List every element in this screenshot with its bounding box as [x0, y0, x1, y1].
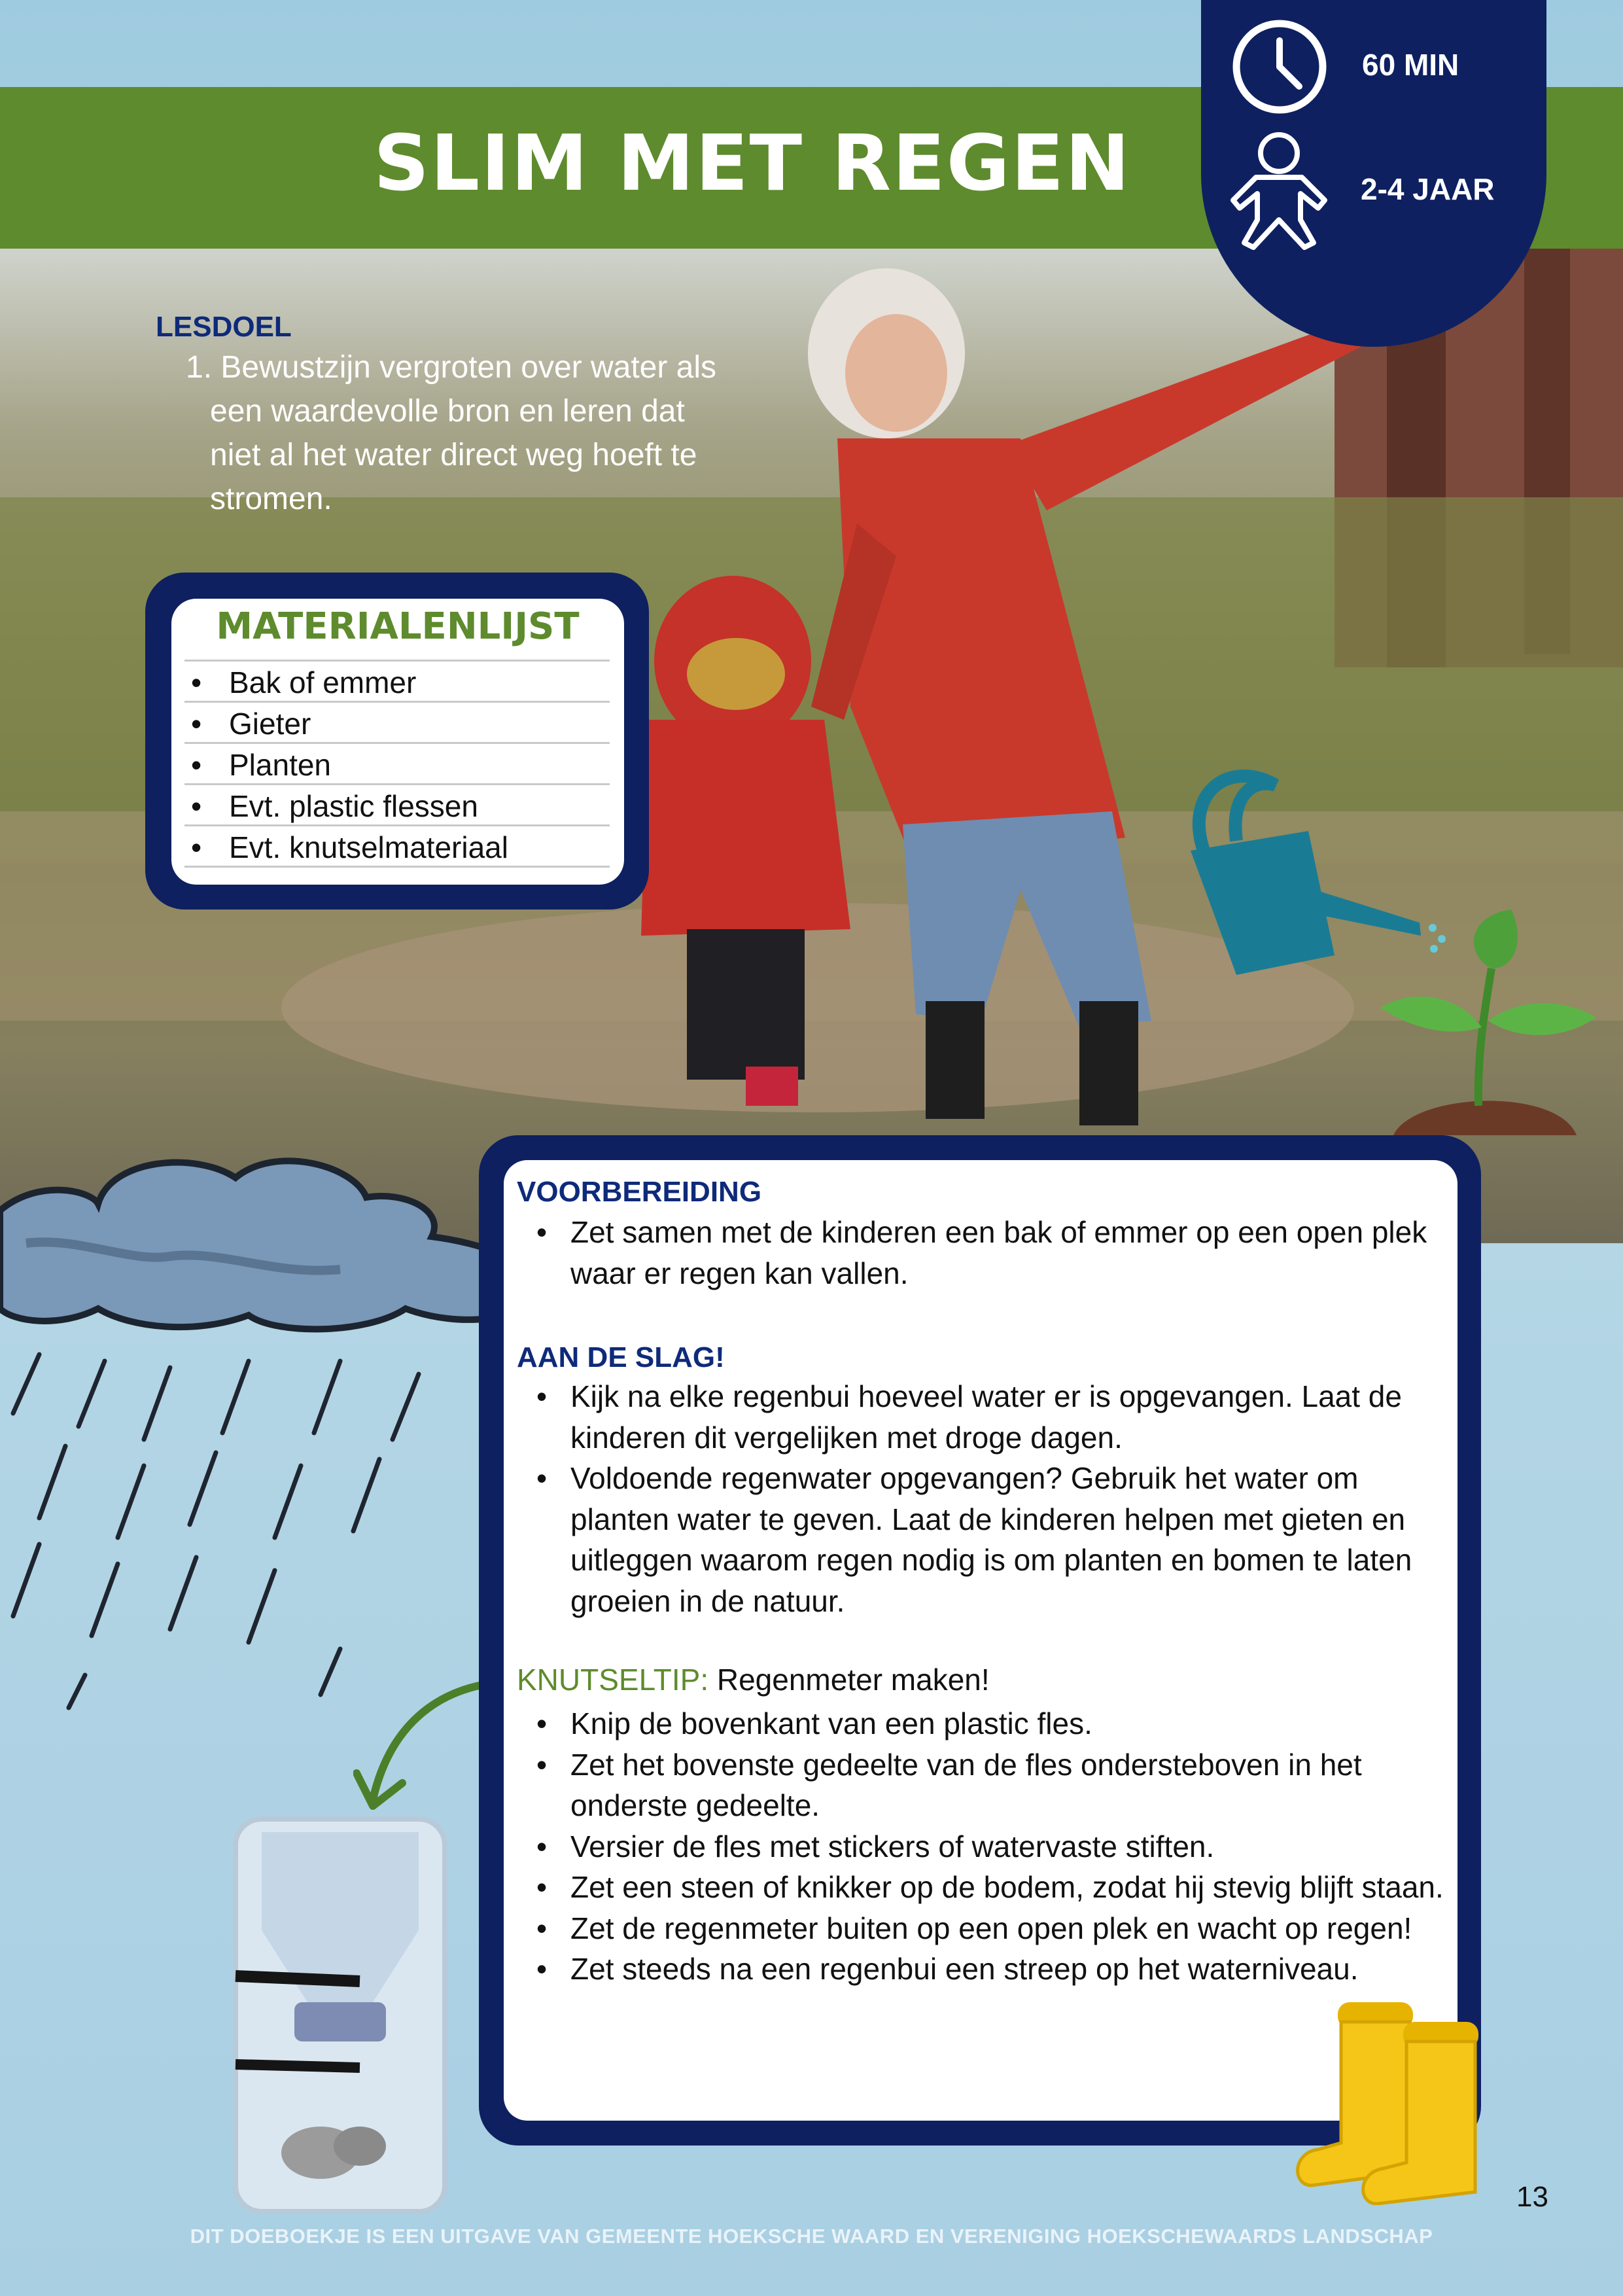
- page-number: 13: [1516, 2181, 1548, 2213]
- list-item: • Evt. knutselmateriaal: [222, 827, 508, 868]
- list-item: • Bak of emmer: [222, 662, 508, 703]
- list-item: • Zet het bovenste gedeelte van de fles ondersteboven in het onderste gedeelte.: [519, 1744, 1448, 1826]
- list-item: • Zet een steen of knikker op de bodem, zodat hij stevig blijft staan.: [519, 1867, 1448, 1908]
- list-item: • Versier de fles met stickers of watervaste stiften.: [519, 1826, 1448, 1867]
- list-item: • Evt. plastic flessen: [222, 786, 508, 827]
- lesdoel-line: stromen.: [210, 482, 332, 516]
- knutseltip-list: [519, 1703, 1448, 1990]
- lesdoel-line: niet al het water direct weg hoeft te: [210, 438, 697, 472]
- lesdoel-line: 1. Bewustzijn vergroten over water als: [186, 350, 717, 385]
- list-item: • Voldoende regenwater opgevangen? Gebruik het water om planten water te geven. Laat de kinderen helpen met gieten en uitleggen waarom regen nodig is om planten en bomen te laten groeien in de natuur.: [519, 1458, 1448, 1621]
- footer-credit: DIT DOEBOEKJE IS EEN UITGAVE VAN GEMEENTE HOEKSCHE WAARD EN VERENIGING HOEKSCHEWAARDS LANDSCHAP: [190, 2225, 1433, 2248]
- lesdoel-heading: LESDOEL: [156, 311, 292, 343]
- page-title: SLIM MET REGEN: [374, 118, 1131, 208]
- knutseltip-title: Regenmeter maken!: [716, 1663, 990, 1697]
- child-icon: [1230, 128, 1328, 250]
- aan-de-slag-list: [519, 1376, 1448, 1621]
- rain-cloud-icon: [0, 1139, 550, 1727]
- duration-label: 60 MIN: [1362, 48, 1459, 82]
- clock-icon: [1231, 18, 1328, 115]
- materials-list: [222, 662, 508, 868]
- voorbereiding-heading: VOORBEREIDING: [517, 1176, 762, 1208]
- rain-gauge-bottle-icon: [222, 1812, 458, 2225]
- list-item: • Zet samen met de kinderen een bak of emmer op een open plek waar er regen kan vallen.: [519, 1212, 1448, 1294]
- list-item: • Zet steeds na een regenbui een streep op het waterniveau.: [519, 1949, 1448, 1990]
- voorbereiding-list: [519, 1212, 1448, 1294]
- age-label: 2-4 JAAR: [1361, 172, 1495, 206]
- aan-de-slag-heading: AAN DE SLAG!: [517, 1341, 725, 1373]
- knutseltip-header: [517, 1662, 990, 1697]
- list-item: • Kijk na elke regenbui hoeveel water er is opgevangen. Laat de kinderen dit vergelijken met droge dagen.: [519, 1376, 1448, 1458]
- materials-heading: MATERIALENLIJST: [216, 605, 580, 648]
- list-item: • Zet de regenmeter buiten op een open plek en wacht op regen!: [519, 1908, 1448, 1949]
- list-item: • Planten: [222, 745, 508, 786]
- rain-boots-icon: [1292, 1996, 1508, 2205]
- plant-icon: [1361, 910, 1609, 1152]
- lesdoel-line: een waardevolle bron en leren dat: [210, 394, 685, 429]
- notebook-line: [184, 660, 610, 662]
- list-item: • Gieter: [222, 703, 508, 745]
- list-item: • Knip de bovenkant van een plastic fles.: [519, 1703, 1448, 1744]
- knutseltip-label: KNUTSELTIP:: [517, 1663, 709, 1697]
